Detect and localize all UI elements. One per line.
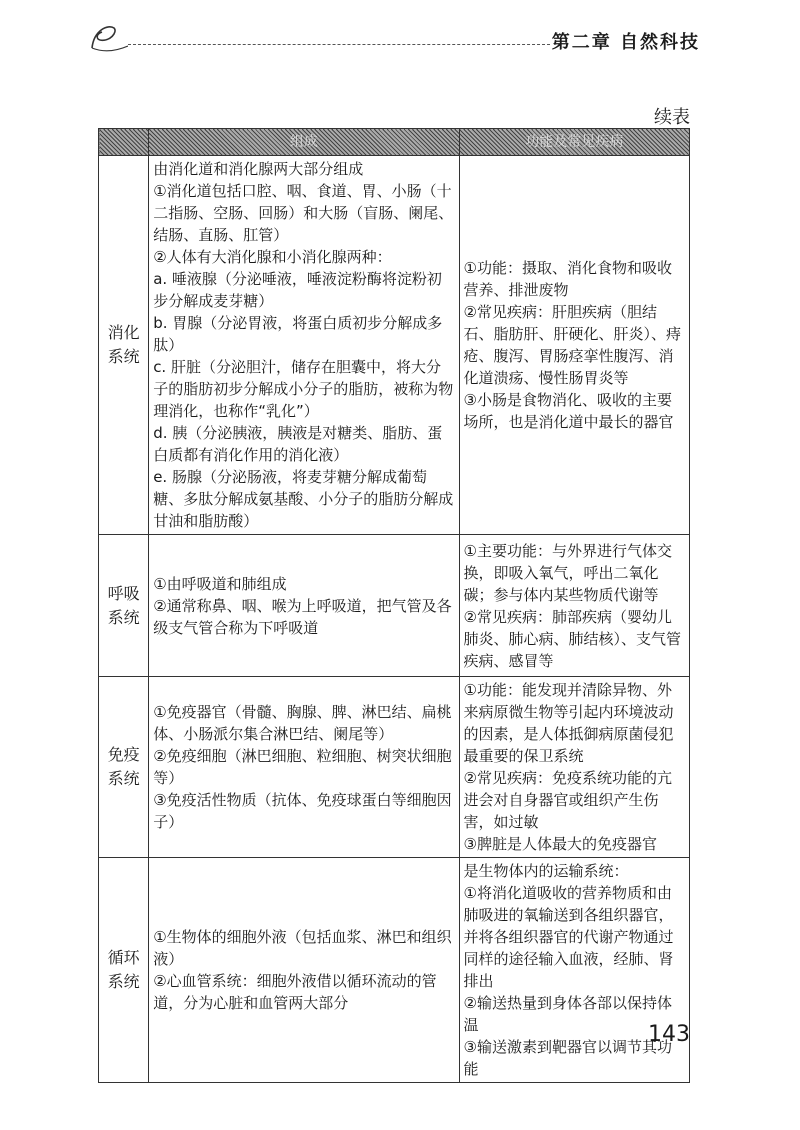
function-cell [459,858,689,1083]
function-item: ②常见疾病：免疫系统功能的亢进会对自身器官或组织产生伤害，如过敏 [463,769,672,831]
function-item: ③脾脏是人体最大的免疫器官 [463,835,657,853]
composition-item: a. 唾液腺（分泌唾液，唾液淀粉酶将淀粉初步分解成麦芽糖） [153,270,442,310]
system-name-line: 系统 [107,972,140,991]
composition-item: ①免疫器官（骨髓、胸腺、脾、淋巴结、扁桃体、小肠派尔集合淋巴结、阑尾等） [153,703,452,743]
header-composition: 组成 [149,129,459,156]
function-item: ①主要功能：与外界进行气体交换，即吸入氧气，呼出二氧化碳；参与体内某些物质代谢等 [463,541,672,604]
function-item: ①功能：摄取、消化食物和吸收营养、排泄废物 [463,259,672,299]
composition-item: d. 胰（分泌胰液，胰液是对糖类、脂肪、蛋白质都有消化作用的消化液） [153,424,443,464]
composition-item: ②免疫细胞（淋巴细胞、粒细胞、树突状细胞等） [153,747,452,787]
composition-item: 由消化道和消化腺两大部分组成 [153,160,364,178]
system-name-line: 免疫 [107,745,140,764]
composition-item: ①由呼吸道和肺组成 [153,574,287,593]
table-row [99,535,690,677]
composition-cell [149,156,459,535]
function-item: ②常见疾病：肝胆疾病（胆结石、脂肪肝、肝硬化、肝炎）、痔疮、腹泻、胃肠痉挛性腹泻、消化道溃疡、慢性肠胃炎等 [463,303,682,387]
header-divider [128,44,550,45]
page-number: 143 [648,1022,690,1047]
table-row [99,858,690,1083]
system-name-cell [99,858,149,1083]
function-cell [459,535,689,677]
function-item: ②常见疾病：肺部疾病（婴幼儿肺炎、肺心病、肺结核）、支气管疾病、感冒等 [463,607,682,670]
continued-label: 续表 [654,107,690,128]
composition-cell [149,858,459,1083]
chapter-title: 第二章 自然科技 [551,32,700,53]
body-systems-table [98,128,690,1083]
leaf-ornament-icon [88,18,128,56]
table-body [99,156,690,1083]
table-header-row [99,129,690,156]
system-name-cell [99,535,149,677]
composition-item: ②通常称鼻、咽、喉为上呼吸道，把气管及各级支气管合称为下呼吸道 [153,596,452,637]
composition-cell [149,535,459,677]
function-item: ③输送激素到靶器官以调节其功能 [463,1038,672,1078]
system-name-line: 系统 [107,347,140,366]
system-name-line: 系统 [107,769,140,788]
system-name-line: 循环 [107,948,140,967]
composition-item: b. 胃腺（分泌胃液，将蛋白质初步分解成多肽） [153,314,443,354]
system-name-line: 系统 [107,607,140,627]
system-name-cell [99,677,149,858]
system-name-line: 消化 [107,323,140,342]
function-item: ①将消化道吸收的营养物质和由肺吸进的氧输送到各组织器官，并将各组织器官的代谢产物通过同样的途径输入血液，经肺、肾排出 [463,884,674,990]
composition-item: ①生物体的细胞外液（包括血浆、淋巴和组织液） [153,928,452,968]
composition-item: ②人体有大消化腺和小消化腺两种： [153,248,392,266]
table-row [99,677,690,858]
header-function: 功能及常见疾病 [459,129,689,156]
system-name-line: 呼吸 [107,583,140,603]
composition-item: c. 肝脏（分泌胆汁，储存在胆囊中，将大分子的脂肪初步分解成小分子的脂肪，被称为物理消化，也称作“乳化”） [153,358,454,420]
table-row [99,156,690,535]
page-header [88,18,700,58]
composition-item: ②心血管系统：细胞外液借以循环流动的管道，分为心脏和血管两大部分 [153,972,437,1012]
composition-item: ①消化道包括口腔、咽、食道、胃、小肠（十二指肠、空肠、回肠）和大肠（盲肠、阑尾、结肠、直肠、肛管） [153,182,454,244]
function-item: 是生物体内的运输系统： [463,862,629,880]
function-item: ②输送热量到身体各部以保持体温 [463,994,672,1034]
function-item: ①功能：能发现并清除异物、外来病原微生物等引起内环境波动的因素，是人体抵御病原菌侵犯最重要的保卫系统 [463,681,674,765]
composition-item: e. 肠腺（分泌肠液，将麦芽糖分解成葡萄糖、多肽分解成氨基酸、小分子的脂肪分解成甘油和脂肪酸） [153,468,454,530]
function-item: ③小肠是食物消化、吸收的主要场所，也是消化道中最长的器官 [463,391,674,431]
function-cell [459,156,689,535]
system-name-cell [99,156,149,535]
composition-cell [149,677,459,858]
header-system [99,129,149,156]
composition-item: ③免疫活性物质（抗体、免疫球蛋白等细胞因子） [153,791,452,831]
function-cell [459,677,689,858]
